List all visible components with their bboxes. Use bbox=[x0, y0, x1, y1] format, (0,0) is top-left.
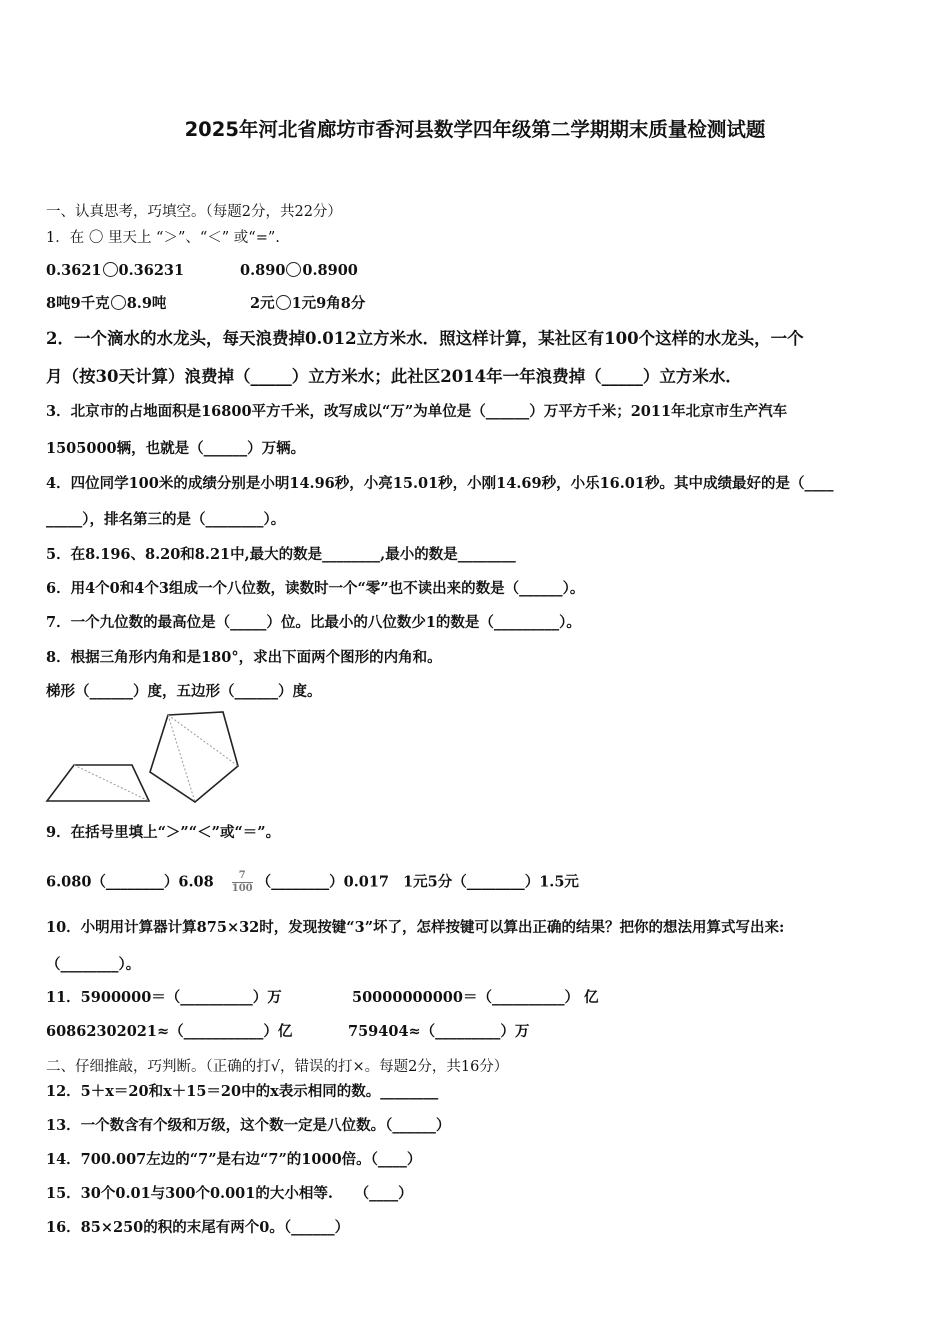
question-8-figures bbox=[40, 708, 250, 808]
fraction-denominator: 100 bbox=[231, 883, 253, 894]
compare-circle[interactable] bbox=[276, 295, 291, 310]
question-6: 6．用4个0和4个3组成一个八位数，读数时一个“零”也不读出来的数是（______）。 bbox=[46, 580, 585, 597]
compare-circle[interactable] bbox=[103, 262, 118, 277]
q1-r1b-right: 0.8900 bbox=[302, 262, 358, 279]
question-8-answer: 梯形（______）度，五边形（______）度。 bbox=[46, 683, 322, 700]
question-9-items bbox=[46, 870, 579, 895]
question-10-line-2: （________）。 bbox=[46, 956, 141, 973]
page-title: 2025年河北省廊坊市香河县数学四年级第二学期期末质量检测试题 bbox=[184, 118, 766, 141]
question-2-line-2: 月（按30天计算）浪费掉（_____）立方米水；此社区2014年一年浪费掉（_____）立方米水． bbox=[46, 367, 742, 386]
question-3-line-1: 3．北京市的占地面积是16800平方千米，改写成以“万”为单位是（______）万平方千米；2011年北京市生产汽车 bbox=[46, 403, 788, 420]
q1-r1a-right: 0.36231 bbox=[118, 262, 185, 279]
q1-r2b-left: 2元 bbox=[250, 295, 275, 312]
q9-item-1: 6.080（________）6.08 bbox=[46, 873, 214, 891]
question-1-row-1 bbox=[46, 261, 184, 281]
fraction bbox=[232, 870, 253, 895]
section-2-heading: 二、仔细推敲，巧判断。（正确的打√，错误的打×。每题2分，共16分） bbox=[46, 1059, 509, 1075]
fraction-numerator: 7 bbox=[232, 870, 253, 883]
question-7: 7．一个九位数的最高位是（_____）位。比最小的八位数少1的数是（_________）。 bbox=[46, 614, 581, 631]
question-16: 16．85×250的积的末尾有两个0。（______） bbox=[46, 1219, 350, 1236]
trapezoid-figure bbox=[47, 765, 149, 801]
question-5: 5．在8.196、8.20和8.21中,最大的数是________,最小的数是________ bbox=[46, 546, 516, 563]
compare-circle[interactable] bbox=[111, 295, 126, 310]
q9-item-3: 1元5分（________）1.5元 bbox=[403, 873, 579, 891]
q1-r1a-left: 0.3621 bbox=[46, 262, 102, 279]
question-11-a: 11．5900000＝（__________）万 bbox=[46, 989, 282, 1006]
question-8-stem: 8．根据三角形内角和是180°，求出下面两个图形的内角和。 bbox=[46, 649, 442, 666]
question-14: 14．700.007左边的“7”是右边“7”的1000倍。（____） bbox=[46, 1151, 422, 1168]
question-2-line-1: 2．一个滴水的水龙头，每天浪费掉0.012立方米水．照这样计算，某社区有100个这样的水龙头，一个 bbox=[46, 329, 804, 348]
question-1-row-2b bbox=[250, 294, 365, 314]
question-11-b: 50000000000＝（__________） 亿 bbox=[352, 989, 599, 1006]
question-12: 12．5＋x＝20和x＋15＝20中的x表示相同的数。________ bbox=[46, 1083, 439, 1100]
q1-r1b-left: 0.890 bbox=[240, 262, 286, 279]
compare-circle[interactable] bbox=[286, 262, 301, 277]
question-1-row-1b bbox=[240, 261, 358, 281]
question-13: 13．一个数含有个级和万级，这个数一定是八位数。（______） bbox=[46, 1117, 451, 1134]
q1-r2b-right: 1元9角8分 bbox=[291, 295, 366, 312]
question-1-row-2 bbox=[46, 294, 166, 314]
question-1-stem: 1．在 〇 里天上 “＞”、“＜” 或“=”. bbox=[46, 230, 280, 246]
question-3-line-2: 1505000辆，也就是（______）万辆。 bbox=[46, 440, 306, 457]
question-11-d: 759404≈（_________）万 bbox=[348, 1023, 530, 1040]
q9-item-2: （________）0.017 bbox=[256, 873, 390, 891]
question-10-line-1: 10．小明用计算器计算875×32时，发现按键“3”坏了，怎样按键可以算出正确的结果？把你的想法用算式写出来: bbox=[46, 919, 785, 936]
pentagon-figure bbox=[150, 712, 238, 802]
question-9-stem: 9．在括号里填上“＞”“＜”或“＝”。 bbox=[46, 824, 281, 841]
section-1-heading: 一、认真思考，巧填空。（每题2分，共22分） bbox=[46, 204, 342, 220]
question-4-line-2: _____），排名第三的是（________）。 bbox=[46, 511, 286, 528]
q1-r2a-left: 8吨9千克 bbox=[46, 295, 110, 312]
question-11-c: 60862302021≈（___________）亿 bbox=[46, 1023, 293, 1040]
question-4-line-1: 4．四位同学100米的成绩分别是小明14.96秒，小亮15.01秒，小刚14.69秒，小乐16.01秒。其中成绩最好的是（____ bbox=[46, 475, 834, 492]
question-15: 15．30个0.01与300个0.001的大小相等. （____） bbox=[46, 1185, 413, 1202]
q1-r2a-right: 8.9吨 bbox=[126, 295, 167, 312]
